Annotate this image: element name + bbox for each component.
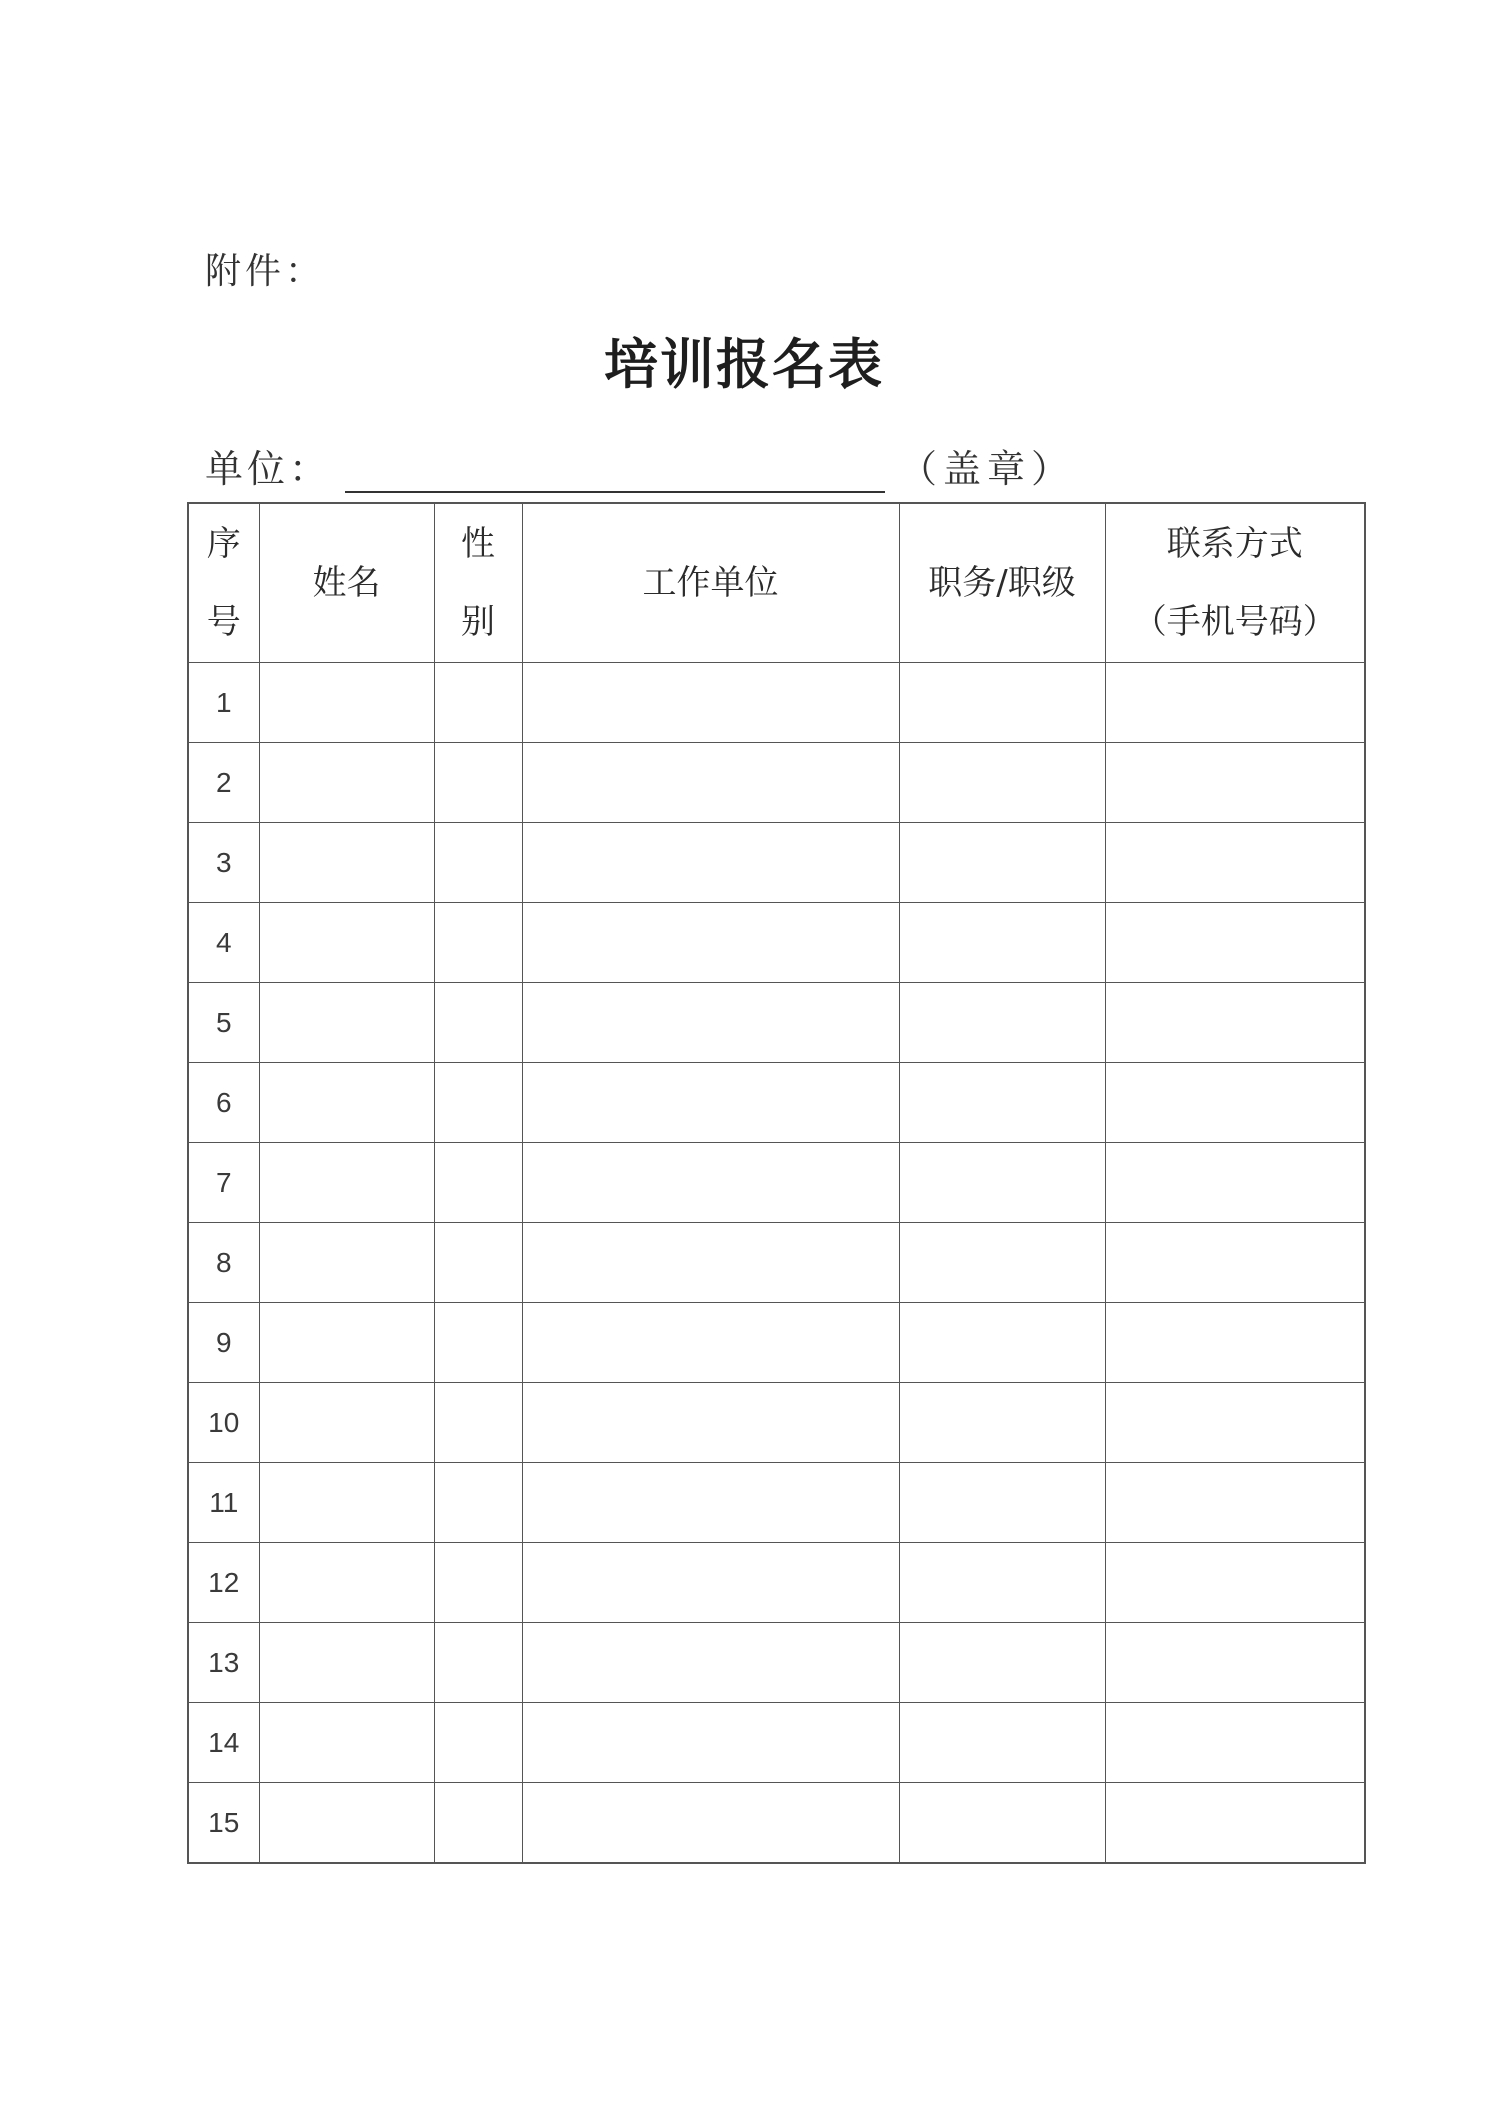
table-row (188, 1543, 1365, 1623)
name-cell[interactable] (259, 1463, 434, 1543)
name-cell[interactable] (259, 983, 434, 1063)
table-row (188, 1303, 1365, 1383)
workplace-cell[interactable] (522, 1623, 899, 1703)
table-row (188, 983, 1365, 1063)
contact-cell[interactable] (1105, 903, 1365, 983)
name-cell[interactable] (259, 823, 434, 903)
name-cell[interactable] (259, 1383, 434, 1463)
row-index: 11 (188, 1463, 259, 1543)
position-cell[interactable] (899, 663, 1105, 743)
position-cell[interactable] (899, 1463, 1105, 1543)
gender-cell[interactable] (434, 1623, 522, 1703)
contact-cell[interactable] (1105, 1223, 1365, 1303)
position-cell[interactable] (899, 743, 1105, 823)
registration-table (187, 502, 1366, 1864)
header-contact-line1: 联系方式 (1166, 524, 1303, 564)
table-row (188, 1223, 1365, 1303)
gender-cell[interactable] (434, 1063, 522, 1143)
name-cell[interactable] (259, 1783, 434, 1864)
table-row (188, 1783, 1365, 1864)
header-name: 姓名 (259, 503, 434, 663)
header-position: 职务/职级 (899, 503, 1105, 663)
header-gender-line2: 别 (461, 602, 495, 642)
table-row (188, 903, 1365, 983)
name-cell[interactable] (259, 1143, 434, 1223)
contact-cell[interactable] (1105, 983, 1365, 1063)
position-cell[interactable] (899, 1783, 1105, 1864)
contact-cell[interactable] (1105, 1703, 1365, 1783)
workplace-cell[interactable] (522, 1063, 899, 1143)
header-contact-line2: （手机号码） (1132, 602, 1337, 642)
row-index: 10 (188, 1383, 259, 1463)
table-header-row (188, 503, 1365, 663)
workplace-cell[interactable] (522, 1383, 899, 1463)
workplace-cell[interactable] (522, 983, 899, 1063)
row-index: 12 (188, 1543, 259, 1623)
name-cell[interactable] (259, 1543, 434, 1623)
gender-cell[interactable] (434, 1383, 522, 1463)
header-gender-line1: 性 (461, 524, 495, 564)
workplace-cell[interactable] (522, 1783, 899, 1864)
header-index-line1: 序 (206, 524, 241, 564)
name-cell[interactable] (259, 663, 434, 743)
page-title: 培训报名表 (604, 332, 884, 396)
gender-cell[interactable] (434, 663, 522, 743)
position-cell[interactable] (899, 1063, 1105, 1143)
workplace-cell[interactable] (522, 1543, 899, 1623)
row-index: 1 (188, 663, 259, 743)
workplace-cell[interactable] (522, 1703, 899, 1783)
workplace-cell[interactable] (522, 743, 899, 823)
row-index: 13 (188, 1623, 259, 1703)
gender-cell[interactable] (434, 1143, 522, 1223)
contact-cell[interactable] (1105, 1303, 1365, 1383)
seal-note: （盖章） (899, 447, 1076, 491)
position-cell[interactable] (899, 823, 1105, 903)
table-row (188, 1703, 1365, 1783)
gender-cell[interactable] (434, 903, 522, 983)
row-index: 14 (188, 1703, 259, 1783)
row-index: 3 (188, 823, 259, 903)
header-workplace: 工作单位 (522, 503, 899, 663)
position-cell[interactable] (899, 1383, 1105, 1463)
attachment-label: 附件： (205, 251, 326, 292)
gender-cell[interactable] (434, 823, 522, 903)
name-cell[interactable] (259, 1623, 434, 1703)
gender-cell[interactable] (434, 1783, 522, 1864)
row-index: 5 (188, 983, 259, 1063)
name-cell[interactable] (259, 1223, 434, 1303)
unit-input-line[interactable] (345, 451, 885, 493)
contact-cell[interactable] (1105, 1623, 1365, 1703)
name-cell[interactable] (259, 903, 434, 983)
workplace-cell[interactable] (522, 663, 899, 743)
name-cell[interactable] (259, 743, 434, 823)
gender-cell[interactable] (434, 983, 522, 1063)
unit-line (205, 438, 1075, 493)
workplace-cell[interactable] (522, 1463, 899, 1543)
position-cell[interactable] (899, 1543, 1105, 1623)
position-cell[interactable] (899, 983, 1105, 1063)
gender-cell[interactable] (434, 1223, 522, 1303)
contact-cell[interactable] (1105, 1543, 1365, 1623)
contact-cell[interactable] (1105, 1143, 1365, 1223)
header-contact (1105, 503, 1365, 663)
name-cell[interactable] (259, 1063, 434, 1143)
name-cell[interactable] (259, 1703, 434, 1783)
position-cell[interactable] (899, 1303, 1105, 1383)
table-row (188, 823, 1365, 903)
contact-cell[interactable] (1105, 1383, 1365, 1463)
contact-cell[interactable] (1105, 743, 1365, 823)
position-cell[interactable] (899, 903, 1105, 983)
position-cell[interactable] (899, 1223, 1105, 1303)
table-row (188, 1463, 1365, 1543)
table-row (188, 663, 1365, 743)
header-gender (434, 503, 522, 663)
workplace-cell[interactable] (522, 1223, 899, 1303)
row-index: 2 (188, 743, 259, 823)
contact-cell[interactable] (1105, 1063, 1365, 1143)
table-row (188, 1383, 1365, 1463)
row-index: 9 (188, 1303, 259, 1383)
contact-cell[interactable] (1105, 1463, 1365, 1543)
gender-cell[interactable] (434, 1543, 522, 1623)
table-row (188, 1143, 1365, 1223)
gender-cell[interactable] (434, 1303, 522, 1383)
workplace-cell[interactable] (522, 1143, 899, 1223)
workplace-cell[interactable] (522, 903, 899, 983)
gender-cell[interactable] (434, 743, 522, 823)
row-index: 6 (188, 1063, 259, 1143)
gender-cell[interactable] (434, 1463, 522, 1543)
gender-cell[interactable] (434, 1703, 522, 1783)
table-row (188, 743, 1365, 823)
header-index (188, 503, 259, 663)
contact-cell[interactable] (1105, 663, 1365, 743)
table-row (188, 1623, 1365, 1703)
workplace-cell[interactable] (522, 823, 899, 903)
row-index: 4 (188, 903, 259, 983)
table-row (188, 1063, 1365, 1143)
row-index: 8 (188, 1223, 259, 1303)
name-cell[interactable] (259, 1303, 434, 1383)
table-body (188, 663, 1365, 1864)
row-index: 7 (188, 1143, 259, 1223)
workplace-cell[interactable] (522, 1303, 899, 1383)
position-cell[interactable] (899, 1143, 1105, 1223)
contact-cell[interactable] (1105, 823, 1365, 903)
position-cell[interactable] (899, 1623, 1105, 1703)
contact-cell[interactable] (1105, 1783, 1365, 1864)
position-cell[interactable] (899, 1703, 1105, 1783)
row-index: 15 (188, 1783, 259, 1864)
header-index-line2: 号 (206, 602, 241, 642)
unit-label: 单位： (205, 447, 332, 491)
